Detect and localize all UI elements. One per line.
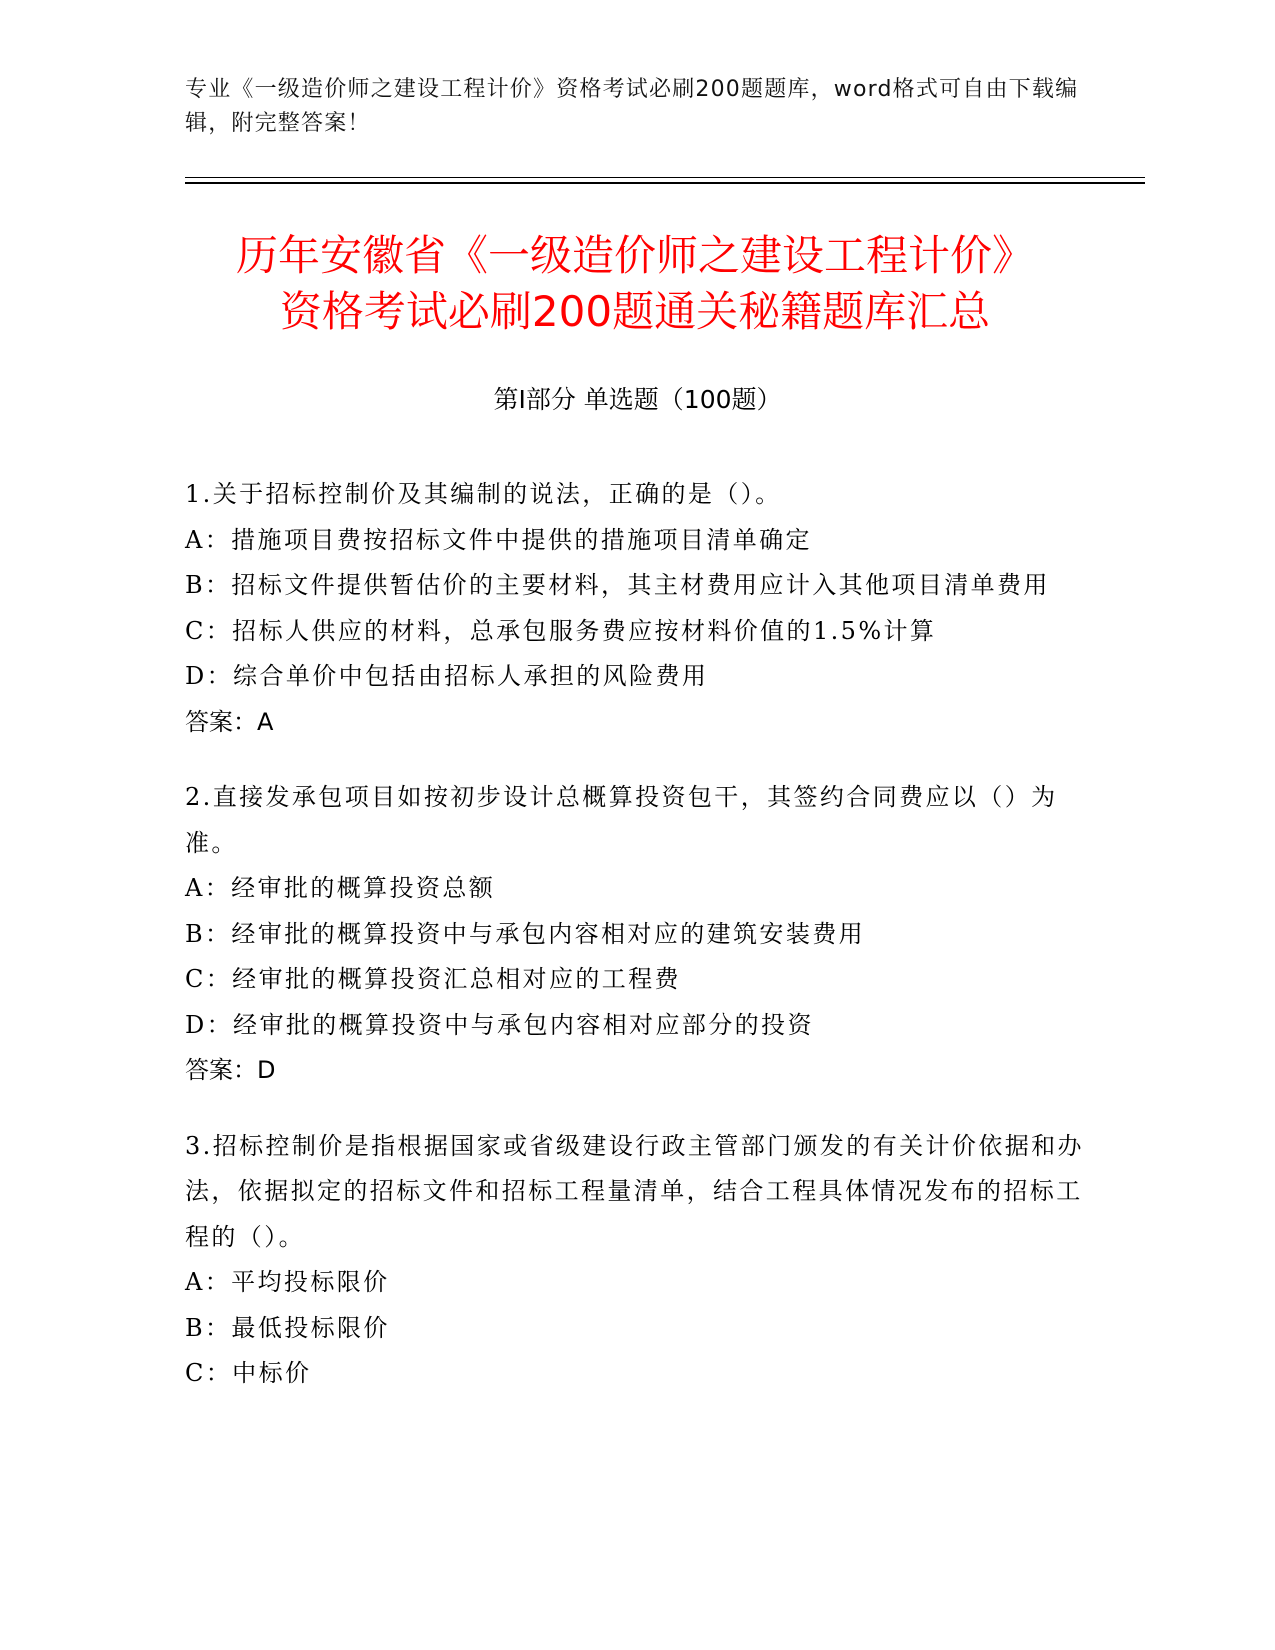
question-3 bbox=[185, 1124, 1085, 1397]
section-title: 第I部分 单选题（100题） bbox=[493, 385, 782, 414]
question-1 bbox=[185, 472, 1085, 745]
option-a: A：平均投标限价 bbox=[185, 1268, 390, 1296]
question-2 bbox=[185, 775, 1085, 1094]
option-c: C：经审批的概算投资汇总相对应的工程费 bbox=[185, 965, 681, 993]
document-title-line-2: 资格考试必刷200题通关秘籍题库汇总 bbox=[279, 287, 991, 336]
header-divider-thin bbox=[185, 177, 1145, 178]
option-c: C：中标价 bbox=[185, 1359, 312, 1387]
header-note: 专业《一级造价师之建设工程计价》资格考试必刷200题题库，word格式可自由下载编辑，附完整答案！ bbox=[185, 77, 1079, 136]
question-stem: 3.招标控制价是指根据国家或省级建设行政主管部门颁发的有关计价依据和办法，依据拟定的招标文件和招标工程量清单，结合工程具体情况发布的招标工程的（）。 bbox=[185, 1131, 1084, 1251]
option-d: D：综合单价中包括由招标人承担的风险费用 bbox=[185, 662, 709, 690]
question-list bbox=[185, 472, 1085, 1427]
option-c: C：招标人供应的材料，总承包服务费应按材料价值的1.5%计算 bbox=[185, 616, 937, 645]
answer-label: 答案：A bbox=[185, 707, 274, 736]
option-d: D：经审批的概算投资中与承包内容相对应部分的投资 bbox=[185, 1010, 814, 1039]
header-divider-thick bbox=[185, 182, 1145, 184]
question-stem: 1.关于招标控制价及其编制的说法，正确的是（）。 bbox=[185, 480, 782, 508]
option-b: B：经审批的概算投资中与承包内容相对应的建筑安装费用 bbox=[185, 919, 866, 948]
question-stem: 2.直接发承包项目如按初步设计总概算投资包干，其签约合同费应以（）为准。 bbox=[185, 783, 1058, 857]
option-b: B：招标文件提供暂估价的主要材料，其主材费用应计入其他项目清单费用 bbox=[185, 571, 1050, 599]
option-b: B：最低投标限价 bbox=[185, 1313, 390, 1342]
answer-label: 答案：D bbox=[185, 1056, 276, 1084]
option-a: A：措施项目费按招标文件中提供的措施项目清单确定 bbox=[185, 525, 812, 554]
document-title bbox=[120, 228, 1150, 340]
option-a: A：经审批的概算投资总额 bbox=[185, 874, 496, 902]
document-title-line-1: 历年安徽省《一级造价师之建设工程计价》 bbox=[235, 231, 1034, 280]
